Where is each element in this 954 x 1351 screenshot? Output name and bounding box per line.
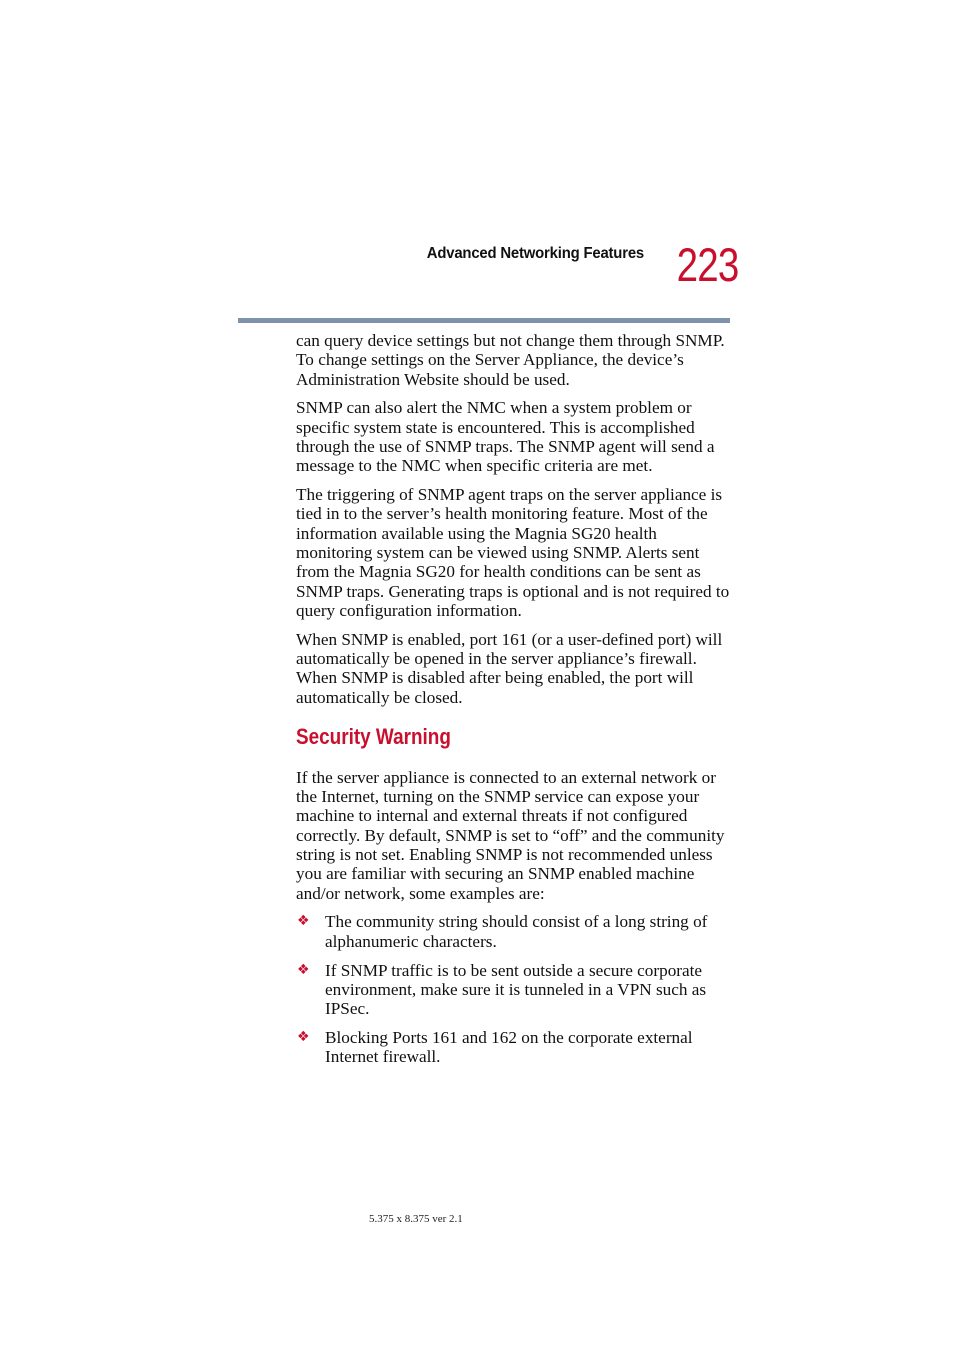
body-paragraph: can query device settings but not change them through SNMP. To change settings on the Server Appliance, the device’s Administration Website should be used.: [296, 331, 725, 389]
section-heading-security-warning: Security Warning: [296, 723, 451, 749]
list-item-text: The community string should consist of a long string of alphanumeric characters.: [325, 912, 708, 951]
header-divider: [238, 318, 730, 323]
diamond-bullet-icon: ❖: [297, 1028, 310, 1045]
body-paragraph: When SNMP is enabled, port 161 (or a user-defined port) will automatically be opened in the server appliance’s firewall. When SNMP is disabled after being enabled, the port will automatically be closed.: [296, 629, 723, 707]
diamond-bullet-icon: ❖: [297, 913, 310, 930]
list-item: [296, 1028, 732, 1067]
page-number: 223: [676, 238, 739, 291]
body-paragraph: If the server appliance is connected to an external network or the Internet, turning on the SNMP service can expose your machine to internal and external threats if not configured correctly. By default, SNMP is set to “off” and the community string is not set. Enabling SNMP is not recommended unless you are familiar with securing an SNMP enabled machine and/or network, some examples are:: [296, 767, 725, 903]
list-item-text: If SNMP traffic is to be sent outside a secure corporate environment, make sure it is tunneled in a VPN such as IPSec.: [325, 960, 707, 1019]
page-body: [296, 331, 732, 1076]
diamond-bullet-icon: ❖: [297, 961, 310, 978]
list-item: [296, 961, 732, 1019]
list-item-text: Blocking Ports 161 and 162 on the corporate external Internet firewall.: [325, 1027, 693, 1067]
footer-version-note: 5.375 x 8.375 ver 2.1: [369, 1213, 463, 1225]
body-paragraph: SNMP can also alert the NMC when a system problem or specific system state is encountered. This is accomplished through the use of SNMP traps. The SNMP agent will send a message to the NMC when specific criteria are met.: [296, 398, 715, 476]
bullet-list: [296, 912, 732, 1066]
running-header-title: Advanced Networking Features: [426, 245, 644, 262]
list-item: [296, 912, 732, 951]
body-paragraph: The triggering of SNMP agent traps on the server appliance is tied in to the server’s health monitoring feature. Most of the information available using the Magnia SG20 health monitoring system can be viewed using SNMP. Alerts sent from the Magnia SG20 for health conditions can be sent as SNMP traps. Generating traps is optional and is not required to query configuration information.: [296, 485, 730, 620]
